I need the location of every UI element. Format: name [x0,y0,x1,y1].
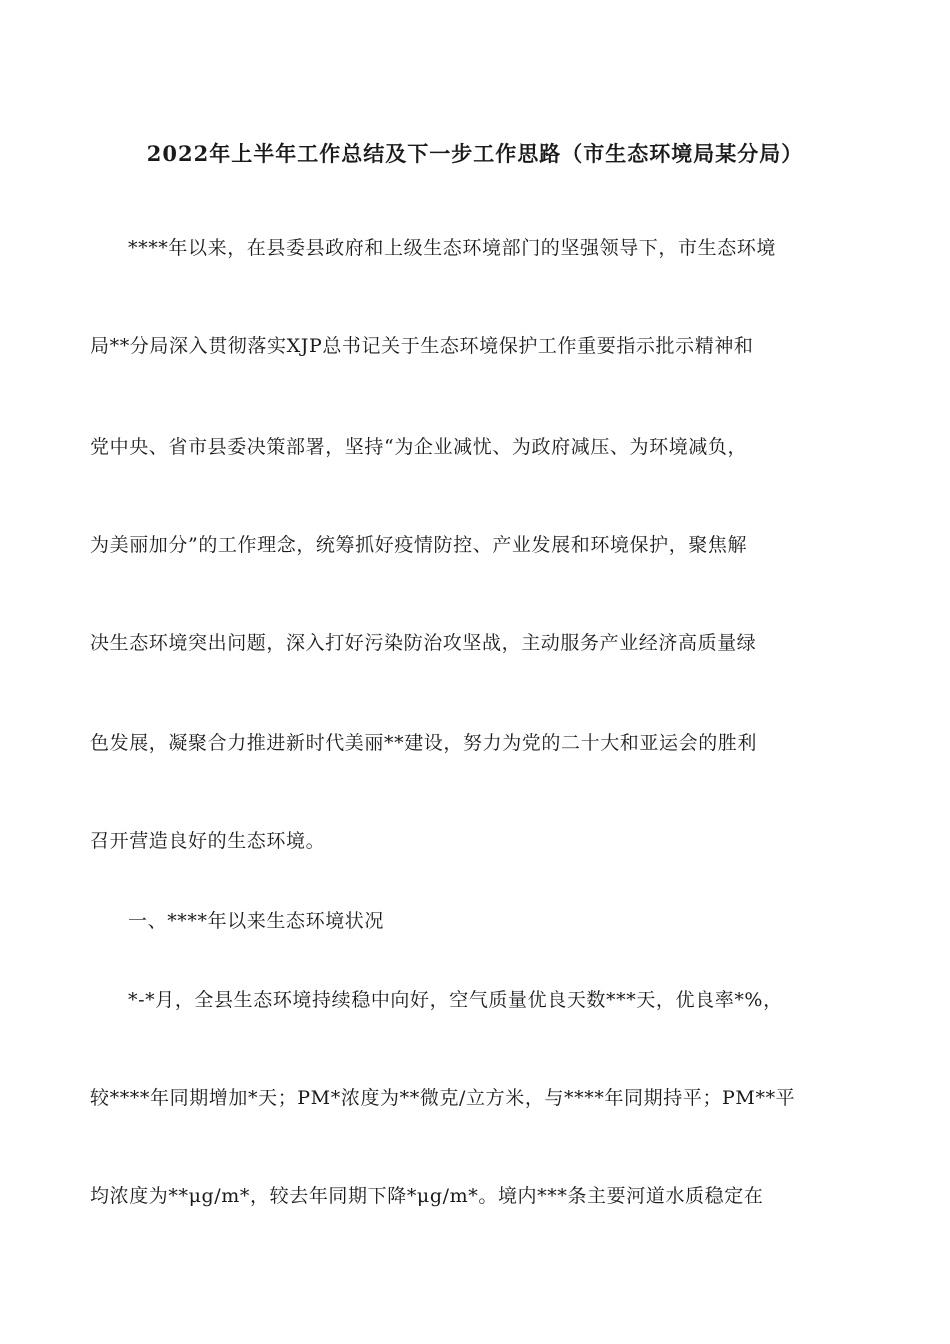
paragraph-1-line-1: ****年以来，在县委县政府和上级生态环境部门的坚强领导下，市生态环境 [128,237,777,259]
paragraph-1-line-2: 局**分局深入贯彻落实XJP总书记关于生态环境保护工作重要指示批示精神和 [90,335,754,357]
paragraph-1-line-6: 色发展，凝聚合力推进新时代美丽**建设，努力为党的二十大和亚运会的胜利 [90,732,758,754]
paragraph-1-line-4: 为美丽加分”的工作理念，统筹抓好疫情防控、产业发展和环境保护，聚焦解 [90,534,748,556]
paragraph-1-line-3: 党中央、省市县委决策部署，坚持“为企业减忧、为政府减压、为环境减负， [90,436,748,458]
document-title: 2022年上半年工作总结及下一步工作思路（市生态环境局某分局） [146,141,804,166]
paragraph-1-line-7: 召开营造良好的生态环境。 [90,830,326,852]
paragraph-2-line-1: *-*月，全县生态环境持续稳中向好，空气质量优良天数***天，优良率*%， [128,989,783,1011]
paragraph-1-line-5: 决生态环境突出问题，深入打好污染防治攻坚战，主动服务产业经济高质量绿 [90,632,757,654]
paragraph-2-line-3: 均浓度为**μg/m*，较去年同期下降*μg/m*。境内***条主要河道水质稳定在 [90,1185,764,1207]
section-1-heading: 一、****年以来生态环境状况 [128,910,385,932]
paragraph-2-line-2: 较****年同期增加*天；PM*浓度为**微克/立方米，与****年同期持平；PM**平 [90,1087,796,1109]
